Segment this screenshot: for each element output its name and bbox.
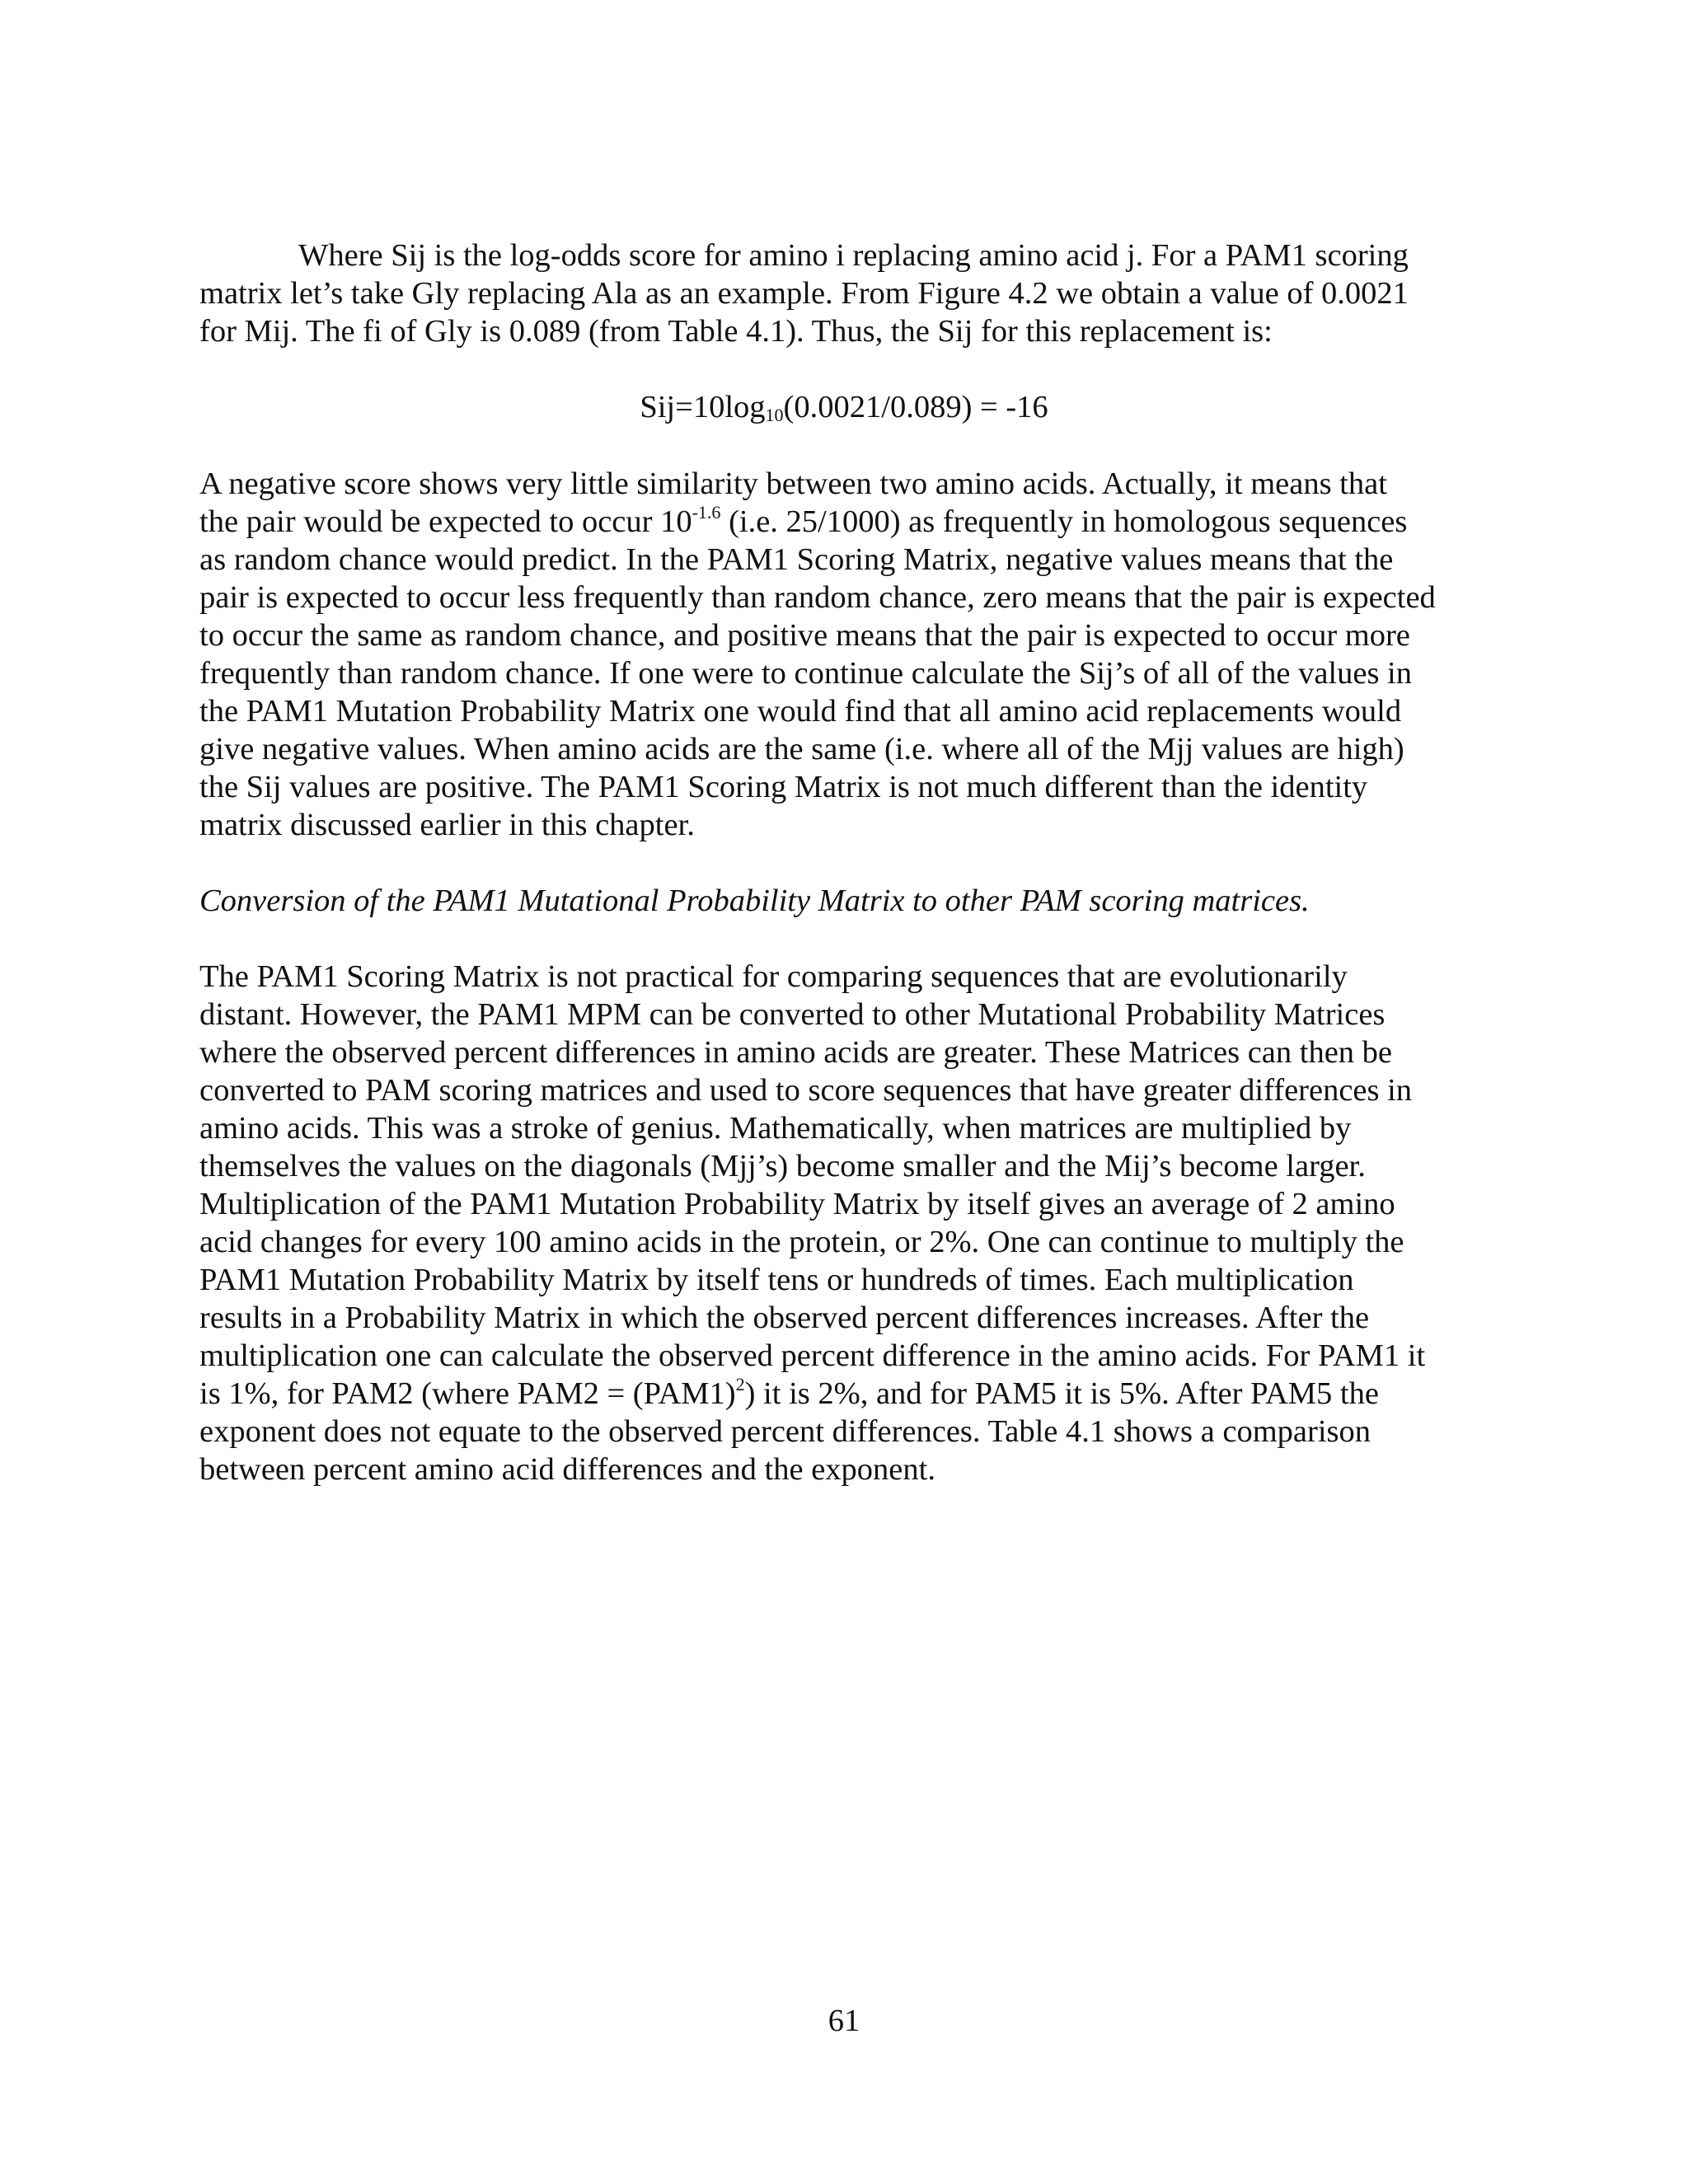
text-line: the Sij values are positive. The PAM1 Scoring Matrix is not much different than the identity xyxy=(199,770,1368,804)
text-line: acid changes for every 100 amino acids in the protein, or 2%. One can continue to multiply the xyxy=(199,1225,1404,1259)
text-line: frequently than random chance. If one were to continue calculate the Sij’s of all of the values in xyxy=(199,656,1413,691)
text-fragment: the pair would be expected to occur 10 xyxy=(199,504,692,539)
text-fragment: is 1%, for PAM2 (where PAM2 = (PAM1) xyxy=(199,1376,736,1411)
exponent: 2 xyxy=(735,1374,745,1394)
text-line: pair is expected to occur less frequently than random chance, zero means that the pair is expected xyxy=(199,580,1436,615)
text-line: between percent amino acid differences and the exponent. xyxy=(199,1452,935,1487)
text-line xyxy=(199,1375,1502,1413)
text-fragment: ) it is 2%, and for PAM5 it is 5%. After PAM5 the xyxy=(744,1376,1379,1411)
conversion-paragraph xyxy=(199,958,1502,1488)
page-number: 61 xyxy=(828,2004,860,2038)
text-line: results in a Probability Matrix in which the observed percent differences increases. After the xyxy=(199,1301,1370,1335)
text-line: matrix let’s take Gly replacing Ala as an example. From Figure 4.2 we obtain a value of 0.0021 xyxy=(199,276,1409,311)
text-line xyxy=(199,503,1502,541)
text-line: exponent does not equate to the observed percent differences. Table 4.1 shows a comparison xyxy=(199,1414,1372,1449)
text-line: matrix discussed earlier in this chapter. xyxy=(199,808,695,842)
equation-log-base: 10 xyxy=(765,405,784,425)
text-line: A negative score shows very little similarity between two amino acids. Actually, it means that xyxy=(199,466,1387,501)
text-line: where the observed percent differences in amino acids are greater. These Matrices can then be xyxy=(199,1035,1393,1070)
text-line: the PAM1 Mutation Probability Matrix one would find that all amino acid replacements would xyxy=(199,694,1402,729)
text-line: converted to PAM scoring matrices and used to score sequences that have greater differences in xyxy=(199,1073,1413,1108)
section-heading xyxy=(199,882,1502,920)
text-line: amino acids. This was a stroke of genius. Mathematically, when matrices are multiplied by xyxy=(199,1111,1352,1146)
text-line: to occur the same as random chance, and positive means that the pair is expected to occur more xyxy=(199,618,1410,653)
exponent: -1.6 xyxy=(692,502,721,523)
section-heading-text: Conversion of the PAM1 Mutational Probability Matrix to other PAM scoring matrices. xyxy=(199,883,1310,918)
log-odds-equation xyxy=(0,388,1688,426)
text-line: The PAM1 Scoring Matrix is not practical for comparing sequences that are evolutionarily xyxy=(199,959,1348,994)
equation-rhs: (0.0021/0.089) = -16 xyxy=(783,390,1048,424)
text-line: give negative values. When amino acids are the same (i.e. where all of the Mjj values are high) xyxy=(199,732,1404,766)
text-line: PAM1 Mutation Probability Matrix by itself tens or hundreds of times. Each multiplication xyxy=(199,1263,1354,1297)
text-line: as random chance would predict. In the PAM1 Scoring Matrix, negative values means that the xyxy=(199,542,1394,577)
negative-score-paragraph xyxy=(199,465,1502,844)
text-fragment: (i.e. 25/1000) as frequently in homologous sequences xyxy=(720,504,1408,539)
text-line: distant. However, the PAM1 MPM can be converted to other Mutational Probability Matrices xyxy=(199,997,1386,1032)
text-line: Where Sij is the log-odds score for amino i replacing amino acid j. For a PAM1 scoring xyxy=(298,238,1409,273)
text-line: Multiplication of the PAM1 Mutation Probability Matrix by itself gives an average of 2 amino xyxy=(199,1187,1395,1221)
equation-lhs: Sij=10log xyxy=(640,390,766,424)
intro-paragraph xyxy=(199,237,1502,350)
text-line: themselves the values on the diagonals (Mjj’s) become smaller and the Mij’s become larger. xyxy=(199,1149,1366,1183)
text-line: for Mij. The fi of Gly is 0.089 (from Table 4.1). Thus, the Sij for this replacement is: xyxy=(199,314,1273,349)
text-line: multiplication one can calculate the observed percent difference in the amino acids. For PAM1 it xyxy=(199,1338,1426,1373)
